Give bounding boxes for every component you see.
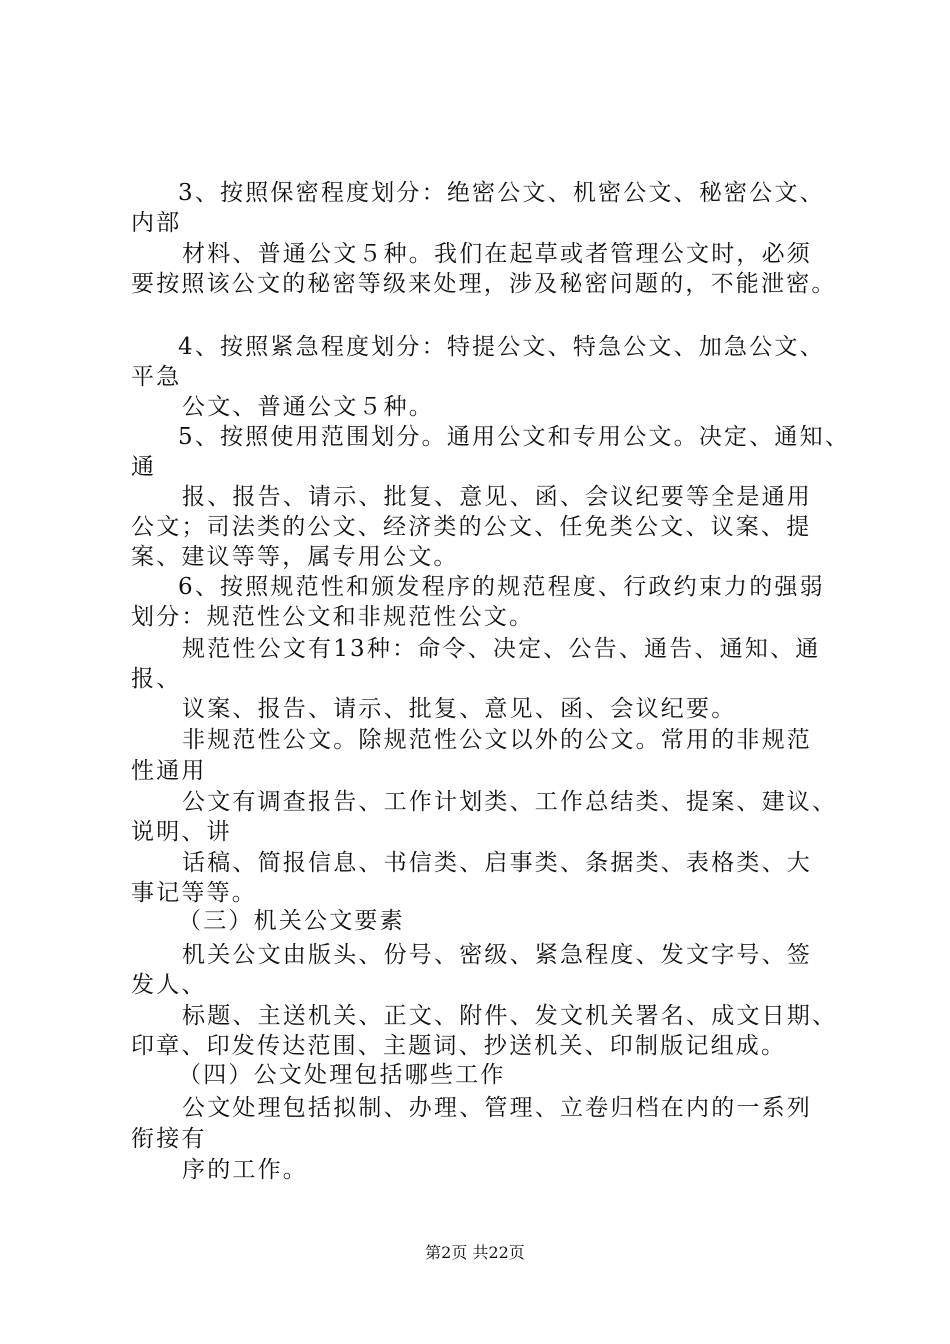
text-line: 报、 xyxy=(131,666,182,692)
text-line: 报、报告、请示、批复、意见、函、会议纪要等全是通用 xyxy=(182,484,812,510)
text-line: 5、按照使用范围划分。通用公文和专用公文。决定、通知、 xyxy=(178,424,851,450)
text-line: 公文有调查报告、工作计划类、工作总结类、提案、建议、 xyxy=(182,789,838,815)
text-line: 事记等等。 xyxy=(131,880,257,906)
text-line: 内部 xyxy=(131,210,182,236)
text-line: 说明、讲 xyxy=(131,819,232,845)
text-line: 序的工作。 xyxy=(182,1157,308,1183)
text-line: 公文；司法类的公文、经济类的公文、任免类公文、议案、提 xyxy=(131,514,812,540)
text-line: 案、建议等等，属专用公文。 xyxy=(131,544,459,570)
section-heading: （四）公文处理包括哪些工作 xyxy=(178,1062,506,1088)
text-line: 材料、普通公文５种。我们在起草或者管理公文时，必须 xyxy=(182,241,812,267)
text-line: 标题、主送机关、正文、附件、发文机关署名、成文日期、 xyxy=(182,1003,838,1029)
text-line: 6、按照规范性和颁发程序的规范程度、行政约束力的强弱 xyxy=(178,574,825,600)
text-line: 划分：规范性公文和非规范性公文。 xyxy=(131,604,535,630)
text-line: 话稿、简报信息、书信类、启事类、条据类、表格类、大 xyxy=(182,850,812,876)
text-line: 印章、印发传达范围、主题词、抄送机关、印制版记组成。 xyxy=(131,1033,787,1059)
text-line: 规范性公文有13种：命令、决定、公告、通告、通知、通 xyxy=(182,636,821,662)
text-line: 发人、 xyxy=(131,972,207,998)
text-line: 议案、报告、请示、批复、意见、函、会议纪要。 xyxy=(182,696,737,722)
section-heading: （三）机关公文要素 xyxy=(178,908,405,934)
text-line: 衔接有 xyxy=(131,1126,207,1152)
text-line: 性通用 xyxy=(131,758,207,784)
text-line: 公文处理包括拟制、办理、管理、立卷归档在内的一系列 xyxy=(182,1095,812,1121)
text-line: 4、按照紧急程度划分：特提公文、特急公文、加急公文、 xyxy=(178,334,825,360)
page-footer: 第2页 共22页 xyxy=(425,1243,525,1262)
text-line: 平急 xyxy=(131,364,182,390)
text-line: 机关公文由版头、份号、密级、紧急程度、发文字号、签 xyxy=(182,942,812,968)
text-line: 公文、普通公文５种。 xyxy=(182,394,434,420)
text-line: 非规范性公文。除规范性公文以外的公文。常用的非规范 xyxy=(182,727,812,753)
text-line: 3、按照保密程度划分：绝密公文、机密公文、秘密公文、 xyxy=(178,180,825,206)
text-line: 要按照该公文的秘密等级来处理，涉及秘密问题的，不能泄密。 xyxy=(131,271,837,297)
text-line: 通 xyxy=(131,454,157,480)
